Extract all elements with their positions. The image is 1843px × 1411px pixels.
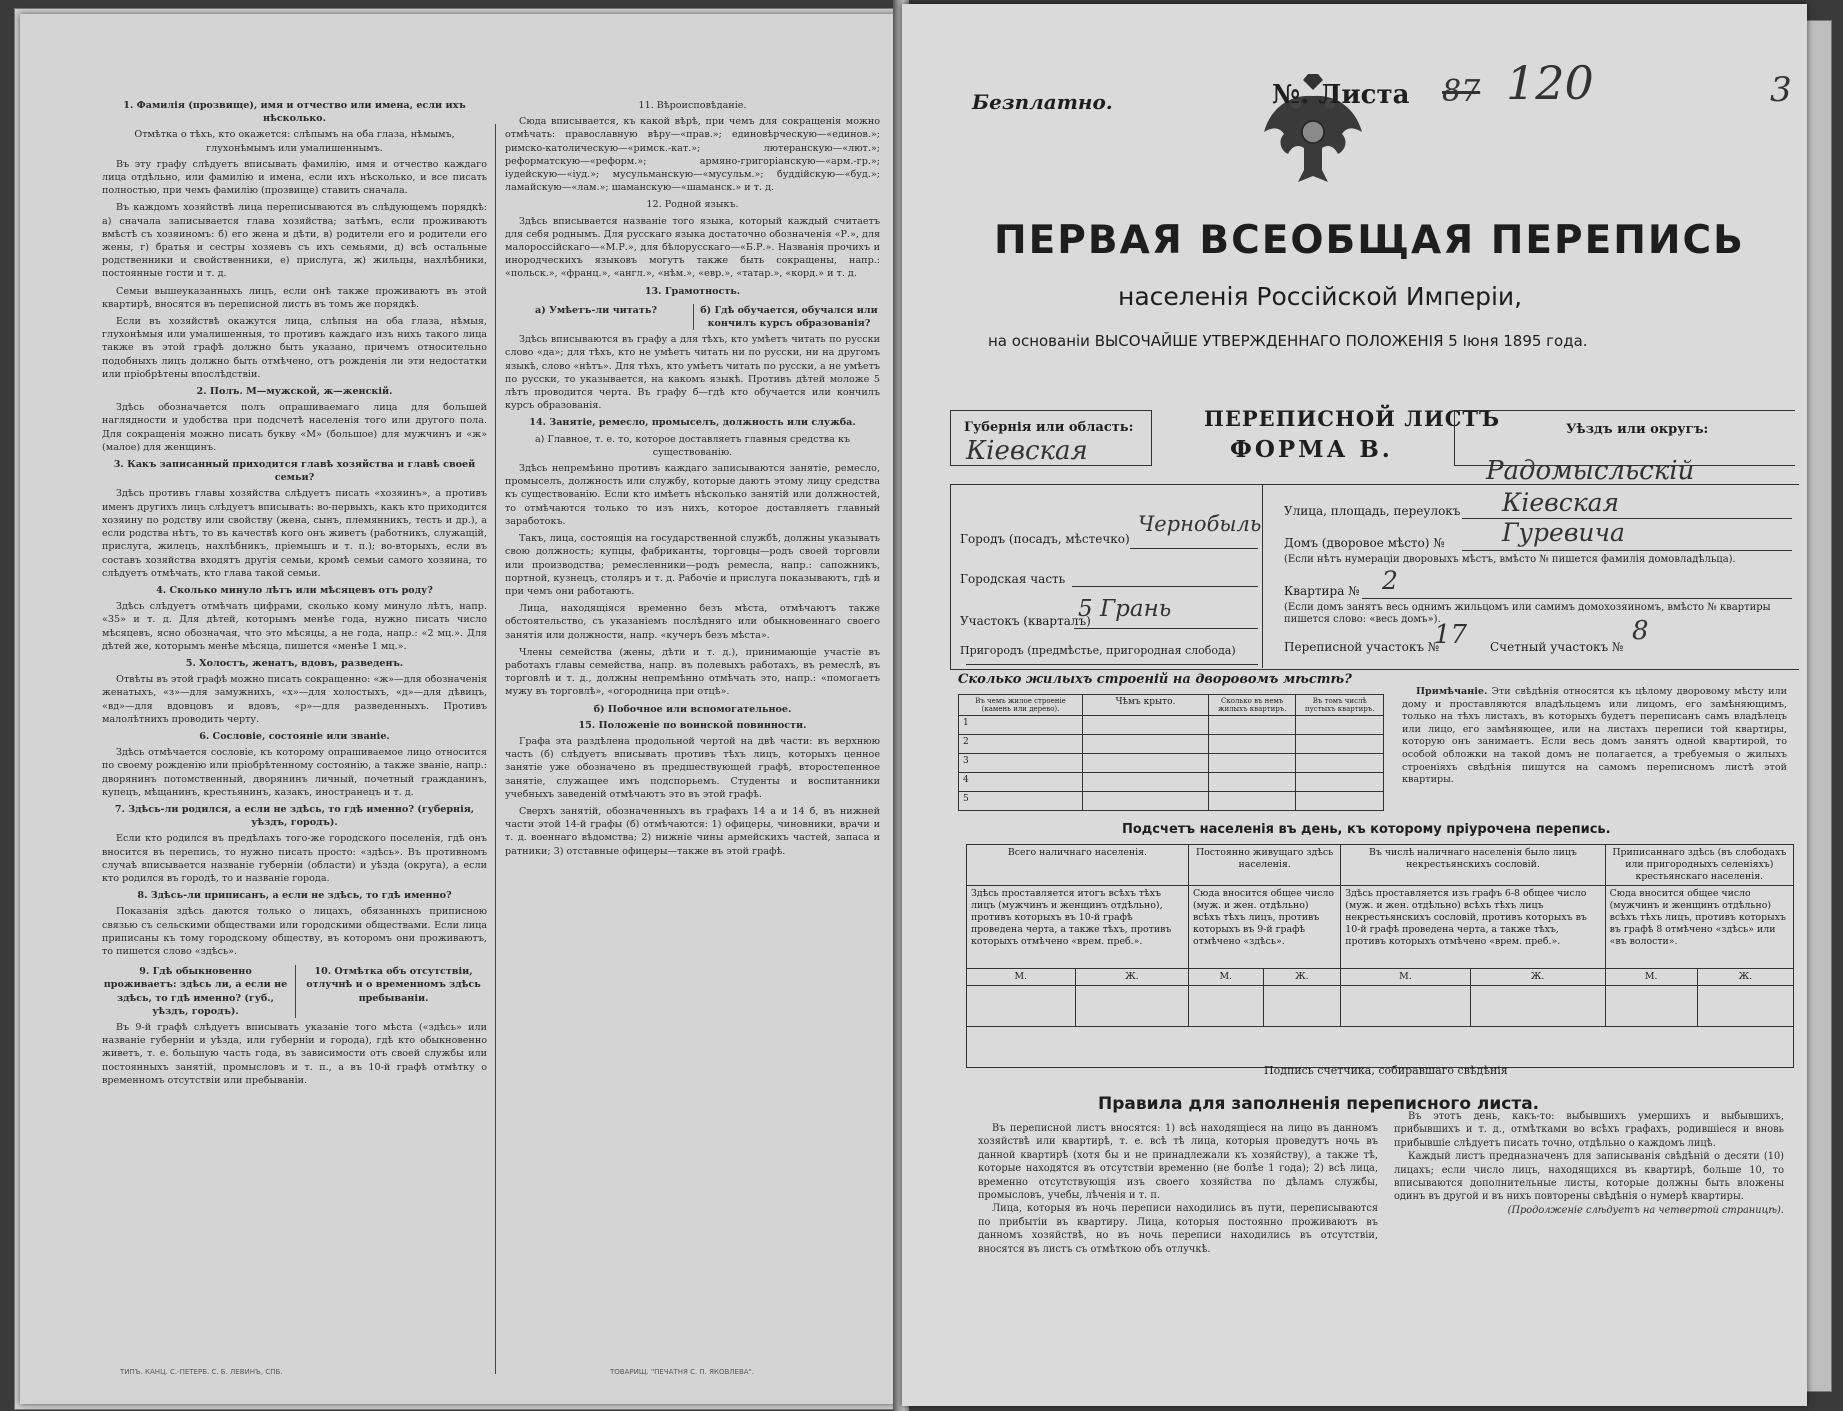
archive-number-handwritten: 120	[1506, 56, 1594, 110]
section-9-heading: 9. Гдѣ обыкновенно проживаетъ: здѣсь ли, а если не здѣсь, то гдѣ именно? (губ., уѣздъ, городъ).	[103, 966, 288, 1017]
section-1-text: Семьи вышеуказанныхъ лицъ, если онѣ также проживаютъ въ этой квартирѣ, вносятся въ переписной листъ въ томъ же порядкѣ.	[102, 285, 487, 310]
signature-label: Подпись счетчика, собиравшаго свѣдѣнія	[1264, 1064, 1508, 1077]
section-13-subheadings	[505, 301, 880, 333]
table-row	[959, 754, 1384, 773]
gorod-underline	[1130, 548, 1258, 549]
count-cell[interactable]	[1605, 986, 1697, 1027]
left-page	[20, 14, 900, 1404]
count-cell[interactable]	[1470, 986, 1605, 1027]
zh-header: Ж.	[1075, 969, 1188, 986]
printer-imprint-2: ТОВАРИЩ. "ПЕЧАТНЯ С. П. ЯКОВЛЕВА".	[610, 1368, 754, 1376]
section-13a-heading: а) Умѣетъ-ли читать?	[535, 304, 657, 316]
census-title: ПЕРВАЯ ВСЕОБЩАЯ ПЕРЕПИСЬ	[994, 218, 1745, 263]
section-1-note: Отмѣтка о тѣхъ, кто окажется: слѣпымъ на оба глаза, нѣмымъ, глухонѣмымъ или умалишеннымъ.	[134, 129, 455, 154]
rules-text: Каждый листъ предназначенъ для записыванія свѣдѣній о десяти (10) лицахъ; если число лицъ, находящихся въ квартирѣ, больше 10, то вписываются дополнительные листы, которые должны быть вложены одинъ въ другой и въ нихъ повторены свѣдѣнія о нумерѣ квартиры.	[1394, 1151, 1784, 1203]
section-4-text: Здѣсь слѣдуетъ отмѣчать цифрами, сколько кому минуло лѣтъ, напр. «35» и т. д. Для дѣтей, которымъ менѣе года, нужно писать число мѣсяцевъ, ясно обозначая, что это мѣсяцы, а не года, напр.: «2 мц.». Для дѣтей же, которымъ менѣе мѣсяца, пишется «менѣе 1 мц.».	[102, 601, 487, 652]
kvartira-label: Квартира №	[1284, 584, 1360, 598]
dom-value[interactable]: Гуревича	[1502, 518, 1625, 547]
section-15-text: Сверхъ занятій, обозначенныхъ въ графахъ 14 а и 14 б, въ нижней части этой 14-й графы (б) отмѣчаются: 1) офицеры, чиновники, врачи и т. д. военнаго вѣдомства; 2) нижніе чины армейскихъ частей, запаса и ратники; 3) отставные офицеры—также въ этой графѣ.	[505, 805, 880, 857]
kvartira-underline	[1362, 598, 1792, 599]
rules-text: Лица, которыя въ ночь переписи находились въ пути, переписываются по прибытіи въ квартиру. Лица, которыя постоянно проживаютъ въ данномъ хозяйствѣ, но въ ночь переписи находились въ отсутствіи, вносятся въ листъ съ отмѣткою объ отлучкѣ.	[978, 1203, 1378, 1255]
m-header: М.	[1188, 969, 1263, 986]
sheet-number-handwritten: 87	[1442, 74, 1481, 109]
count-cell[interactable]	[1188, 986, 1263, 1027]
rules-column-2	[1394, 1110, 1784, 1217]
section-14-heading: 14. Занятіе, ремесло, промыселъ, должность или служба.	[529, 417, 856, 429]
section-6-heading: 6. Сословіе, состояніе или званіе.	[199, 730, 390, 742]
bld-row-number: 3	[959, 754, 1083, 773]
left-column-1	[102, 96, 487, 1091]
table-row	[959, 735, 1384, 754]
population-table	[966, 844, 1794, 1068]
uchastok-label: Участокъ (кварталъ)	[960, 614, 1091, 628]
population-title: Подсчетъ населенія въ день, къ которому пріурочена перепись.	[1122, 822, 1611, 837]
section-13-text: Здѣсь вписываются въ графу а для тѣхъ, кто умѣетъ читать по русски слово «да»; для тѣхъ, кто не умѣетъ читать ни по русски, ни на другомъ языкѣ, слово «нѣтъ». Для тѣхъ, кто умѣетъ читать по русски, а не умѣетъ по русски, то указывается, на какомъ языкѣ. Противъ дѣтей моложе 5 лѣтъ проводится черта. Въ графу б—гдѣ кто обучается или кончилъ курсъ образованія.	[505, 334, 880, 412]
uchastok-value[interactable]: 5 Грань	[1078, 596, 1172, 622]
census-basis-line: на основаніи ВЫСОЧАЙШЕ УТВЕРЖДЕННАГО ПОЛОЖЕНІЯ 5 Іюня 1895 года.	[988, 332, 1588, 350]
count-cell[interactable]	[967, 986, 1076, 1027]
bld-row-number: 1	[959, 716, 1083, 735]
buildings-question: Сколько жилыхъ строеній на дворовомъ мѣстѣ?	[958, 672, 1352, 687]
table-row	[959, 716, 1384, 735]
gorod-label: Городъ (посадъ, мѣстечко)	[960, 532, 1130, 546]
column-divider	[495, 124, 496, 1374]
form-title: ФОРМА В.	[1230, 436, 1393, 463]
archive-number-suffix: 3	[1770, 70, 1792, 110]
table-row	[959, 792, 1384, 811]
street-value[interactable]: Кіевская	[1502, 488, 1620, 517]
m-header: М.	[967, 969, 1076, 986]
section-5-heading: 5. Холостъ, женатъ, вдовъ, разведенъ.	[185, 657, 404, 669]
census-subtitle: населенія Россійской Имперіи,	[1118, 282, 1523, 311]
section-5-text: Отвѣты въ этой графѣ можно писать сокращенно: «ж»—для обозначенія женатыхъ, «з»—для замужнихъ, «х»—для холостыхъ, «д»—для дѣвицъ, «вд»—для вдовцовъ и вдовъ, «р»—для разведенныхъ. Противъ малолѣтнихъ проводить черту.	[102, 674, 487, 725]
count-cell[interactable]	[1697, 986, 1793, 1027]
section-13b-heading: б) Гдѣ обучается, обучался или кончилъ курсъ образованія?	[693, 304, 880, 330]
address-divider	[1262, 484, 1263, 668]
section-12-text: Здѣсь вписывается названіе того языка, который каждый считаетъ для себя роднымъ. Для русскаго языка достаточно обозначенія «Р.», для малороссійскаго—«М.Р.», для бѣлорусскаго—«Б.Р.». Названія прочихъ и инородческихъ языковъ могутъ также быть сокращены, напр.: «польск.», «франц.», «англ.», «нѣм.», «евр.», «татар.», «корд.» и т. д.	[505, 215, 880, 280]
section-14-text: Лица, находящіяся временно безъ мѣста, отмѣчаютъ также обстоятельство, съ указаніемъ послѣдняго или обыкновеннаго своего занятія или должности, напр. «кучеръ безъ мѣста».	[505, 603, 880, 641]
kvartira-note: (Если домъ занятъ весь однимъ жильцомъ или самимъ домохозяиномъ, вмѣсто № квартиры пишется слово: «весь домъ»).	[1284, 602, 1771, 625]
bld-header: Въ чемъ жилое строеніе (камень или дерево).	[959, 695, 1083, 716]
section-13-heading: 13. Грамотность.	[644, 285, 741, 297]
list-title: ПЕРЕПИСНОЙ ЛИСТЪ	[1204, 406, 1501, 431]
printer-imprint: ТИПЪ. КАНЦ. С.-ПЕТЕРБ. С. Б. ЛЕВИНЪ, СПБ.	[120, 1368, 283, 1376]
gubernia-label: Губернія или область:	[964, 420, 1134, 435]
chast-label: Городская часть	[960, 572, 1066, 586]
section-8-heading: 8. Здѣсь-ли приписанъ, а если не здѣсь, то гдѣ именно?	[137, 890, 452, 902]
pop-col-header: Постоянно живущаго здѣсь населенія.	[1188, 845, 1340, 886]
buildings-note	[1402, 686, 1787, 787]
section-1-heading: 1. Фамилія (прозвище), имя и отчество или имена, если ихъ нѣсколько.	[123, 100, 466, 125]
dom-underline	[1462, 550, 1792, 551]
section-1-text: Въ каждомъ хозяйствѣ лица переписываются въ слѣдующемъ порядкѣ: а) сначала записывается глава хозяйства; затѣмъ, если проживаютъ вмѣстѣ съ хозяиномъ: б) его жена и дѣти, в) родители его и родители его жены, г) братья и сестры хозяевъ съ ихъ семьями, д) всѣ остальные родственники и свойственники, е) прислуга, ж) жильцы, нахлѣбники, постоянные гости и т. д.	[102, 202, 487, 280]
section-4-heading: 4. Сколько минуло лѣтъ или мѣсяцевъ отъ роду?	[156, 584, 433, 596]
section-11-text: Сюда вписывается, къ какой вѣрѣ, при чемъ для сокращенія можно отмѣчать: православную вѣру—«прав.»; единовѣрческую—«единов.»; римско-католическую—«римск.-кат.»; лютеранскую—«лют.»; реформатскую—«реформ.»; армяно-григоріанскую—«арм.-гр.»; іудейскую—«іуд.»; мусульманскую—«мусульм.»; буддійскую—«буд.»; ламайскую—«лам.»; шаманскую—«шаманск.» и т. д.	[505, 116, 880, 194]
zh-header: Ж.	[1263, 969, 1341, 986]
rules-title: Правила для заполненія переписного листа.	[1098, 1094, 1540, 1114]
section-11-heading: 11. Вѣроисповѣданіе.	[638, 100, 747, 111]
bld-row-number: 2	[959, 735, 1083, 754]
free-label: Безплатно.	[972, 90, 1113, 114]
prigorod-label: Пригородъ (предмѣстье, пригородная слобода)	[960, 644, 1236, 657]
section-7-text: Если кто родился въ предѣлахъ того-же городского поселенія, гдѣ онъ вносится въ перепись, то нужно писать просто: «здѣсь». Въ противномъ случаѣ вписывается названіе губерніи (области) и уѣзда (округа), а если кто родился въ городѣ, то и названіе города.	[102, 833, 487, 884]
zh-header: Ж.	[1470, 969, 1605, 986]
count-cell[interactable]	[1341, 986, 1470, 1027]
section-14-subheading: а) Главное, т. е. то, которое доставляетъ главныя средства къ существованію.	[534, 433, 851, 458]
pop-col-header: Въ числѣ наличнаго населенія было лицъ некрестьянскихъ сословій.	[1341, 845, 1605, 886]
perep-uchastok-label: Переписной участокъ №	[1284, 640, 1440, 654]
table-row	[959, 773, 1384, 792]
m-header: М.	[1605, 969, 1697, 986]
rules-continuation: (Продолженіе слѣдуетъ на четвертой страницѣ).	[1507, 1204, 1784, 1216]
kvartira-value[interactable]: 2	[1382, 566, 1398, 595]
schet-uchastok-label: Счетный участокъ №	[1490, 640, 1624, 654]
bld-row-number: 5	[959, 792, 1083, 811]
m-header: М.	[1341, 969, 1470, 986]
street-label: Улица, площадь, переулокъ	[1284, 504, 1461, 518]
dom-note: (Если нѣтъ нумераціи дворовыхъ мѣстъ, вмѣсто № пишется фамилія домовладѣльца).	[1284, 554, 1736, 565]
uezd-value[interactable]: Радомысльскій	[1486, 456, 1695, 486]
section-9-text: Въ 9-й графѣ слѣдуетъ вписывать указаніе того мѣста («здѣсь» или названіе губерніи и уѣзда, или губерніи и города), гдѣ кто обыкновенно живетъ, т. е. большую часть года, въ зависимости отъ своей службы или постоянныхъ занятій, промысловъ и т. п., а въ 10-й графѣ отмѣтку о временномъ отсутствіи или пребываніи.	[102, 1022, 487, 1086]
section-1-text: Въ эту графу слѣдуетъ вписывать фамилію, имя и отчество каждаго лица отдѣльно, или фамилію и имена, если ихъ нѣсколько, и все писать полностью, при чемъ фамилію (прозвище) ставить сначала.	[102, 158, 487, 197]
buildings-table	[958, 694, 1384, 811]
sheet-number-label: №. Листа	[1272, 80, 1410, 110]
note-text: Эти свѣдѣнія относятся къ цѣлому дворовому мѣсту или дому и проставляются владѣльцемъ или лицомъ, его замѣняющимъ, только на тѣхъ листахъ, въ которыхъ будетъ переписанъ самъ владѣлецъ или лицо, его замѣняющее, или на листахъ переписи той квартиры, которую онъ занимаетъ. Если весь домъ занятъ одной квартирой, то особой обложки на такой домъ не полагается, а требуемыя о жилыхъ строеніяхъ свѣдѣнія пишутся на самомъ переписномъ листѣ этой квартиры.	[1402, 686, 1787, 786]
zh-header: Ж.	[1697, 969, 1793, 986]
pop-col-text: Сюда вносится общее число (мужчинъ и женщинъ отдѣльно) всѣхъ тѣхъ лицъ, противъ которыхъ въ графѣ 8 отмѣчено «здѣсь» или «въ волости».	[1605, 886, 1793, 969]
bld-row-number: 4	[959, 773, 1083, 792]
section-8-text: Показанія здѣсь даются только о лицахъ, обязанныхъ приписною связью съ сельскими обществами или городскими обществами. Если лица приписаны къ тому городскому обществу, въ которомъ они проживаютъ, то пишется слово «здѣсь».	[102, 906, 487, 957]
rules-text: Въ этотъ день, какъ-то: выбывшихъ умершихъ и выбывшихъ, прибывшихъ и т. д., отмѣтками во всѣхъ графахъ, родившіеся и вновь прибывшіе слѣдуетъ писать точно, отдѣльно о каждомъ лицѣ.	[1394, 1111, 1784, 1149]
count-cell[interactable]	[1075, 986, 1188, 1027]
perep-uchastok-value[interactable]: 17	[1434, 620, 1468, 650]
left-column-2	[505, 96, 880, 862]
bld-header: Чѣмъ крыто.	[1083, 695, 1209, 716]
section-2-heading: 2. Полъ. М—мужской, ж—женскій.	[196, 386, 393, 398]
uezd-label: Уѣздъ или округъ:	[1566, 422, 1709, 437]
note-title: Примѣчаніе.	[1416, 686, 1488, 697]
gorod-value[interactable]: Чернобыль	[1138, 512, 1262, 536]
section-14-text: Здѣсь непремѣнно противъ каждаго записываются занятіе, ремесло, промыселъ, должность или службу, которые даютъ этому лицу средства къ существованію. Если кто имѣетъ нѣсколько занятій или должностей, то отмѣчаются только то изъ нихъ, которое доставляетъ главный заработокъ.	[505, 463, 880, 527]
gubernia-value[interactable]: Кіевская	[966, 436, 1088, 466]
section-14-text: Такъ, лица, состоящія на государственной службѣ, должны указывать свою должность; купцы, фабриканты, торговцы—родъ своей торговли или производства; ремесленники—родъ ремесла, напр.: сапожникъ, портной, кузнецъ, столяръ и т. д. Рабочіе и прислуга показываютъ, гдѣ и при чемъ они работаютъ.	[505, 533, 880, 597]
rules-column-1	[978, 1122, 1378, 1256]
pop-col-text: Здѣсь проставляется итогъ всѣхъ тѣхъ лицъ (мужчинъ и женщинъ отдѣльно), противъ которыхъ въ 10-й графѣ проведена черта, а также тѣхъ, противъ которыхъ отмѣчено «врем. преб.».	[967, 886, 1189, 969]
rules-text: Въ переписной листъ вносятся: 1) всѣ находящіеся на лицо въ данномъ хозяйствѣ или квартирѣ, т. е. всѣ тѣ лица, которыя проведутъ ночь въ данной квартирѣ (хотя бы и не принадлежали къ хозяйству), а также тѣ, которые находятся въ отсутствіи временно (не болѣе 1 года); 2) всѣ лица, временно отсутствующія изъ своего хозяйства по дѣламъ службы, промысловъ, учебы, лѣченія и т. п.	[978, 1123, 1378, 1202]
section-12-heading: 12. Родной языкъ.	[646, 199, 739, 211]
schet-uchastok-value[interactable]: 8	[1632, 616, 1649, 646]
section-7-heading: 7. Здѣсь-ли родился, а если не здѣсь, то гдѣ именно? (губернія, уѣздъ, городъ).	[114, 803, 475, 829]
section-6-text: Здѣсь отмѣчается сословіе, къ которому опрашиваемое лицо относится по своему рожденію или пріобрѣтенному состоянію, а также званіе, напр.: дворянинъ потомственный, дворянинъ личный, почетный гражданинъ, купецъ, мѣщанинъ, крестьянинъ, казакъ, иностранецъ и т. д.	[102, 747, 487, 798]
pop-col-header: Приписаннаго здѣсь (въ слободахъ или пригородныхъ селеніяхъ) крестьянскаго населенія.	[1605, 845, 1793, 886]
dom-label: Домъ (дворовое мѣсто) №	[1284, 536, 1445, 550]
prigorod-underline	[966, 664, 1258, 665]
section-15-heading: 15. Положеніе по воинской повинности.	[578, 719, 807, 731]
section-3-text: Здѣсь противъ главы хозяйства слѣдуетъ писать «хозяинъ», а противъ именъ другихъ лицъ слѣдуетъ вписывать: во-первыхъ, какъ кто приходится хозяину по родству или свойству (жена, сынъ, племянникъ, тесть и др.), а если родства нѣтъ, то въ качествѣ кого онъ живетъ (работникъ, служащій, прислуга, жилецъ, нахлѣбникъ, пріемышъ и т. п.); во-вторыхъ, если въ составъ хозяйства входятъ другія семьи, кромѣ семьи самого хозяина, то слѣдуетъ отмѣчать, кто глава такой семьи.	[102, 488, 487, 579]
section-10-heading: 10. Отмѣтка объ отсутствіи, отлучнѣ и о временномъ здѣсь пребываніи.	[295, 965, 487, 1018]
section-14-text: Члены семейства (жены, дѣти и т. д.), принимающіе участіе въ работахъ главы семейства, напр. въ полевыхъ работахъ, въ ремеслѣ, въ торговлѣ и т. д., должны непремѣнно отмѣчать это, напр.: «помогаетъ мужу въ торговлѣ», «огородница при отцѣ».	[505, 646, 880, 698]
sections-9-10-headings	[102, 962, 487, 1021]
section-1-text: Если въ хозяйствѣ окажутся лица, слѣпыя на оба глаза, нѣмыя, глухонѣмыя или умалишенныя, то противъ каждаго изъ нихъ такого лица также въ этой графѣ должно быть указано, причемъ относительно подобныхъ лицъ должно быть отмѣчено, отъ рожденія ли эти недостатки или пріобрѣтены впослѣдствіи.	[102, 316, 487, 380]
bld-header: Сколько въ немъ жилыхъ квартиръ.	[1208, 695, 1296, 716]
pop-col-text: Здѣсь проставляется изъ графъ 6-8 общее число (муж. и жен. отдѣльно) всѣхъ тѣхъ лицъ некрестьянскихъ сословій, противъ которыхъ въ 10-й графѣ проведена черта, а также тѣхъ, противъ которыхъ отмѣчено «врем. преб.».	[1341, 886, 1605, 969]
section-2-text: Здѣсь обозначается полъ опрашиваемаго лица для большей наглядности и удобства при подсчетѣ населенія того или другого пола. Для сокращенія можно писать букву «М» (большое) для мужчинъ и «ж» (малое) для женщинъ.	[102, 402, 487, 453]
uchastok-underline	[1074, 628, 1258, 629]
signature-cell[interactable]	[967, 1027, 1794, 1068]
right-page	[902, 4, 1807, 1406]
pop-col-header: Всего наличнаго населенія.	[967, 845, 1189, 886]
section-15-text: Графа эта раздѣлена продольной чертой на двѣ части: въ верхнюю часть (б) слѣдуетъ вписывать противъ тѣхъ лицъ, которыхъ ценное занятіе уже обозначено въ предшествующей графѣ, второстепенное занятіе, служащее имъ подспорьемъ. Студенты и воспитанники учебныхъ заведеній отмѣчаютъ это въ этой графѣ.	[505, 735, 880, 800]
bld-header: Въ томъ числѣ пустыхъ квартиръ.	[1296, 695, 1384, 716]
chast-underline	[1072, 586, 1258, 587]
section-3-heading: 3. Какъ записанный приходится главѣ хозяйства и главѣ своей семьи?	[113, 459, 476, 484]
count-cell[interactable]	[1263, 986, 1341, 1027]
pop-col-text: Сюда вносится общее число (муж. и жен. отдѣльно) всѣхъ тѣхъ лицъ, противъ которыхъ въ 9-й графѣ отмѣчено «здѣсь».	[1188, 886, 1340, 969]
section-14b-heading: б) Побочное или вспомогательное.	[593, 703, 792, 715]
